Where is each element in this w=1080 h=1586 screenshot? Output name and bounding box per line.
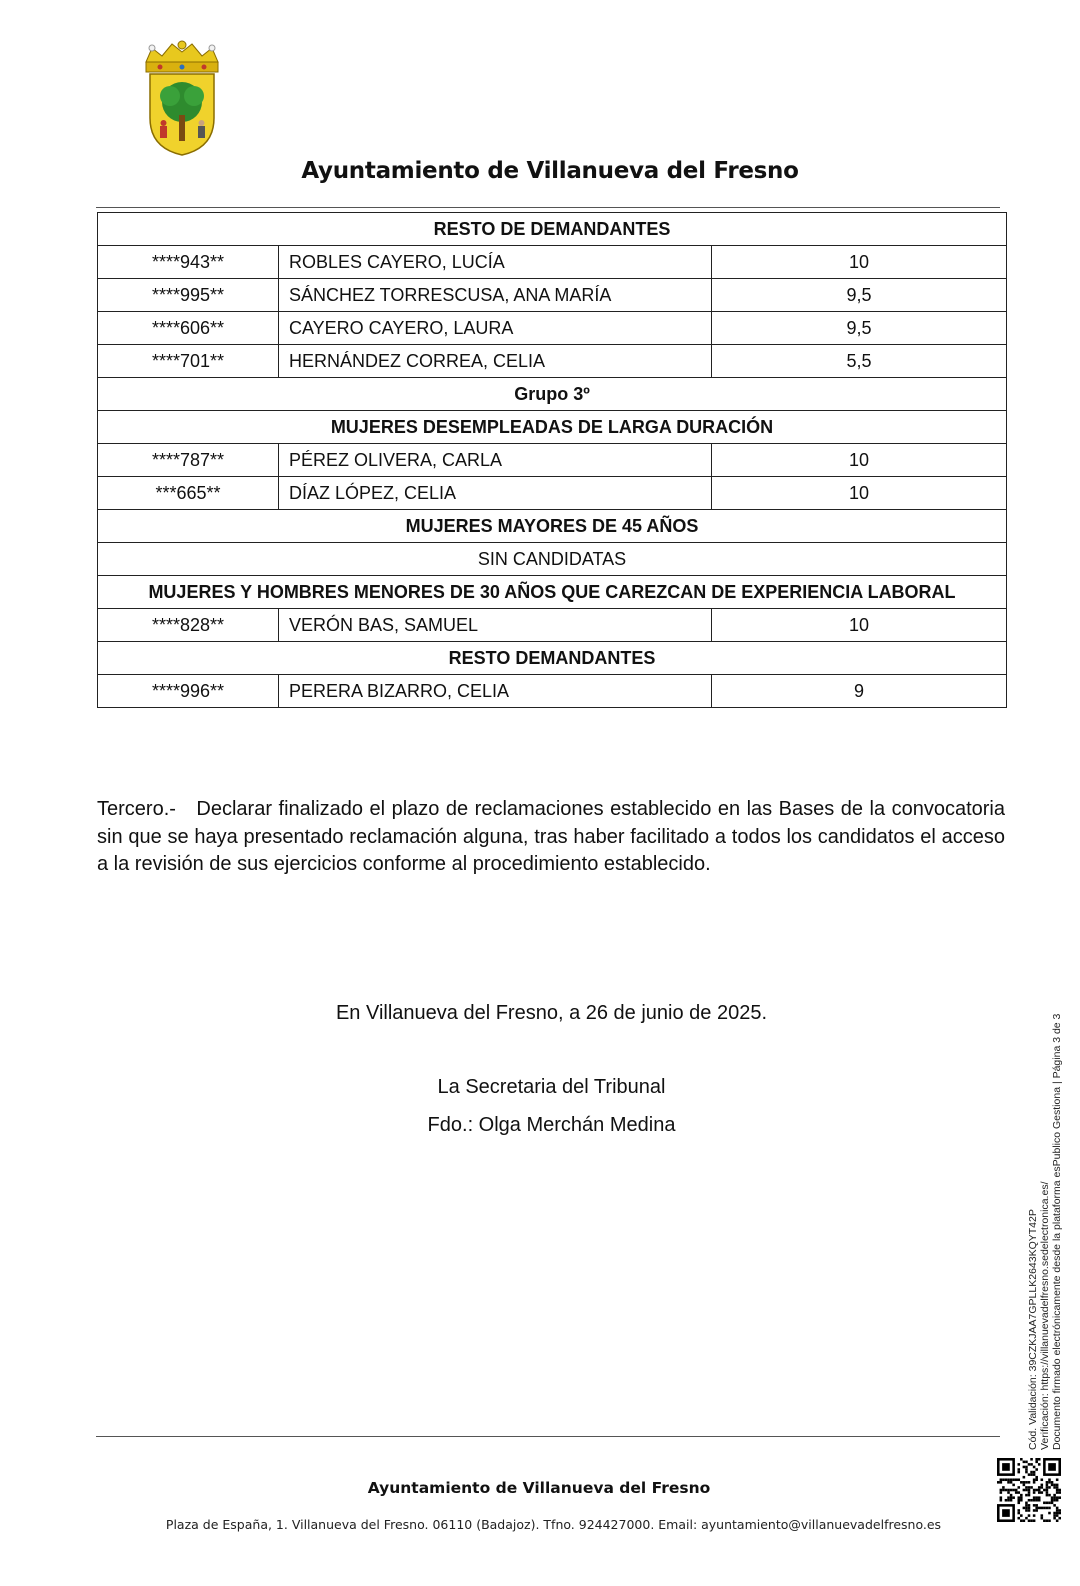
applicant-id: ***665** (98, 477, 279, 510)
signer-name: Fdo.: Olga Merchán Medina (427, 1114, 676, 1136)
note-text: SIN CANDIDATAS (98, 543, 1007, 576)
applicant-score: 10 (712, 609, 1007, 642)
validation-code: Cód. Validación: 39CZKJAA7GPLLK2643KQYT42P (1027, 1209, 1039, 1450)
signature-platform-note: Documento firmado electrónicamente desde la plataforma esPublico Gestiona | Página 3 de 3 (1051, 1013, 1063, 1450)
header-divider (96, 207, 1000, 208)
table-row (98, 246, 1007, 279)
section-heading: RESTO DEMANDANTES (98, 642, 1007, 675)
section-heading: Grupo 3º (98, 378, 1007, 411)
applicant-name: PÉREZ OLIVERA, CARLA (279, 444, 712, 477)
applicant-id: ****995** (98, 279, 279, 312)
table-section-row (98, 378, 1007, 411)
section-heading: MUJERES DESEMPLEADAS DE LARGA DURACIÓN (98, 411, 1007, 444)
footer-address: Plaza de España, 1. Villanueva del Fresno. 06110 (Badajoz). Tfno. 924427000. Email: ayuntamiento@villanuevadelfresno.es (165, 1517, 942, 1532)
footer-divider (96, 1436, 1000, 1437)
section-heading: MUJERES MAYORES DE 45 AÑOS (98, 510, 1007, 543)
table-row (98, 609, 1007, 642)
applicant-name: CAYERO CAYERO, LAURA (279, 312, 712, 345)
paragraph-text: Declarar finalizado el plazo de reclamaciones establecido en las Bases de la convocatoria sin que se haya presentado reclamación alguna, tras haber facilitado a todos los candidatos el acceso a la revisión de sus ejercicios conforme al procedimiento establecido. (97, 798, 1005, 875)
applicant-id: ****996** (98, 675, 279, 708)
applicant-name: HERNÁNDEZ CORREA, CELIA (279, 345, 712, 378)
applicant-id: ****606** (98, 312, 279, 345)
applicant-id: ****943** (98, 246, 279, 279)
applicant-score: 9,5 (712, 279, 1007, 312)
applicant-score: 9 (712, 675, 1007, 708)
results-table (97, 212, 1007, 708)
table-row (98, 312, 1007, 345)
table-row (98, 345, 1007, 378)
applicant-name: ROBLES CAYERO, LUCÍA (279, 246, 712, 279)
table-row (98, 444, 1007, 477)
paragraph-lead: Tercero.- (97, 798, 176, 820)
applicant-name: PERERA BIZARRO, CELIA (279, 675, 712, 708)
applicant-id: ****828** (98, 609, 279, 642)
date-line: En Villanueva del Fresno, a 26 de junio de 2025. (335, 1002, 768, 1024)
table-section-row (98, 576, 1007, 609)
coat-of-arms-logo (138, 40, 226, 158)
signer-role: La Secretaria del Tribunal (437, 1076, 666, 1098)
section-heading: RESTO DE DEMANDANTES (98, 213, 1007, 246)
verification-sidebar (1027, 970, 1063, 1450)
applicant-name: DÍAZ LÓPEZ, CELIA (279, 477, 712, 510)
applicant-score: 10 (712, 246, 1007, 279)
table-section-row (98, 213, 1007, 246)
verification-url: Verificación: https://villanuevadelfresno.sedelectronica.es/ (1039, 1181, 1051, 1450)
applicant-id: ****787** (98, 444, 279, 477)
table-row (98, 279, 1007, 312)
applicant-name: VERÓN BAS, SAMUEL (279, 609, 712, 642)
section-heading: MUJERES Y HOMBRES MENORES DE 30 AÑOS QUE CAREZCAN DE EXPERIENCIA LABORAL (98, 576, 1007, 609)
footer-title: Ayuntamiento de Villanueva del Fresno (367, 1479, 711, 1497)
table-section-row (98, 411, 1007, 444)
table-section-row (98, 642, 1007, 675)
applicant-score: 5,5 (712, 345, 1007, 378)
applicant-name: SÁNCHEZ TORRESCUSA, ANA MARÍA (279, 279, 712, 312)
table-note-row (98, 543, 1007, 576)
table-section-row (98, 510, 1007, 543)
tercero-paragraph (97, 796, 1005, 879)
table-row (98, 477, 1007, 510)
applicant-score: 10 (712, 444, 1007, 477)
applicant-score: 10 (712, 477, 1007, 510)
applicant-score: 9,5 (712, 312, 1007, 345)
applicant-id: ****701** (98, 345, 279, 378)
header-title: Ayuntamiento de Villanueva del Fresno (301, 158, 799, 184)
table-row (98, 675, 1007, 708)
